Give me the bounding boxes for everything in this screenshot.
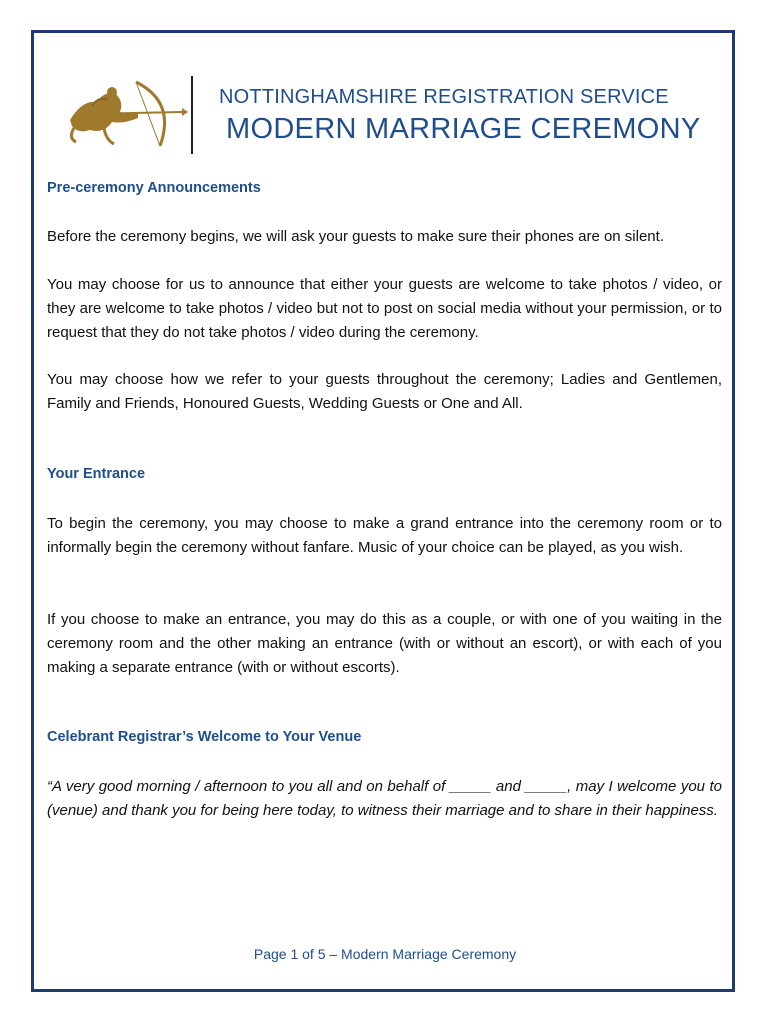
section-heading-your-entrance: Your Entrance xyxy=(47,466,146,482)
document-title: MODERN MARRIAGE CEREMONY xyxy=(226,113,701,145)
section-heading-pre-ceremony: Pre-ceremony Announcements xyxy=(47,180,261,196)
paragraph: Before the ceremony begins, we will ask your guests to make sure their phones are on silent. xyxy=(47,228,664,245)
paragraph: You may choose how we refer to your guests throughout the ceremony; Ladies and Gentlemen, Family and Friends, Honoured Guests, Wedding Guests or One and All. xyxy=(47,371,722,412)
organisation-name: NOTTINGHAMSHIRE REGISTRATION SERVICE xyxy=(219,86,669,108)
page-footer: Page 1 of 5 – Modern Marriage Ceremony xyxy=(253,946,517,962)
quote-paragraph: “A very good morning / afternoon to you all and on behalf of _____ and _____, may I welcome you to (venue) and thank you for being here today, to witness their marriage and to share in their happiness. xyxy=(47,778,722,819)
header-divider xyxy=(191,76,193,154)
archer-bow-icon xyxy=(64,72,188,156)
paragraph: If you choose to make an entrance, you may do this as a couple, or with one of you waiting in the ceremony room and the other making an entrance (with or without an escort), or with each of you making a separate entrance (with or without escorts). xyxy=(47,611,722,676)
page-border xyxy=(31,30,735,992)
paragraph: To begin the ceremony, you may choose to make a grand entrance into the ceremony room or to informally begin the ceremony without fanfare. Music of your choice can be played, as you wish. xyxy=(47,515,722,556)
section-heading-welcome: Celebrant Registrar’s Welcome to Your Venue xyxy=(47,729,362,745)
paragraph: You may choose for us to announce that either your guests are welcome to take photos / video, or they are welcome to take photos / video but not to post on social media without your permission, or to request that they do not take photos / video during the ceremony. xyxy=(47,276,722,341)
